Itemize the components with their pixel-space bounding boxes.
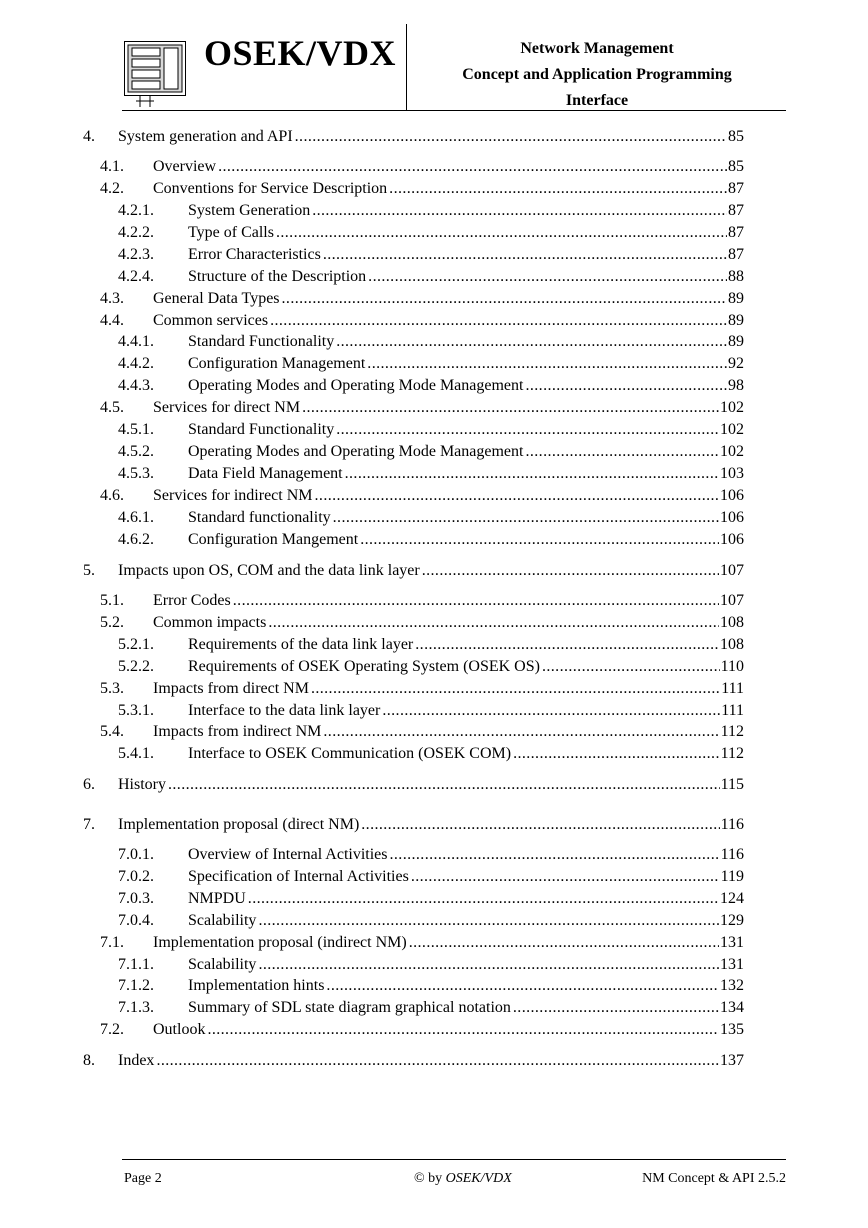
toc-number: 8.: [83, 1052, 95, 1069]
toc-page-number: 124: [720, 890, 744, 907]
toc-dot-leader: [345, 464, 719, 484]
toc-title: Interface to the data link layer: [188, 702, 381, 719]
brand-name: OSEK/VDX: [204, 33, 397, 73]
toc-title: Index: [118, 1052, 155, 1069]
toc-title: Scalability: [188, 912, 257, 929]
toc-page-number: 111: [721, 702, 744, 719]
toc-entry[interactable]: [118, 267, 744, 287]
toc-title: Impacts from direct NM: [153, 680, 309, 697]
toc-dot-leader: [233, 591, 719, 611]
toc-entry[interactable]: [118, 998, 744, 1018]
toc-entry[interactable]: [83, 815, 744, 835]
toc-entry[interactable]: [118, 464, 744, 484]
toc-entry[interactable]: [100, 1020, 744, 1040]
toc-number: 5.2.: [100, 614, 124, 631]
toc-title: Type of Calls: [188, 224, 274, 241]
toc-title: Data Field Management: [188, 465, 343, 482]
toc-title: Impacts upon OS, COM and the data link layer: [118, 562, 420, 579]
toc-entry[interactable]: [100, 933, 744, 953]
toc-title: Common impacts: [153, 614, 267, 631]
toc-dot-leader: [323, 245, 727, 265]
toc-dot-leader: [248, 889, 719, 909]
toc-entry[interactable]: [118, 845, 744, 865]
toc-page-number: 115: [720, 776, 744, 793]
toc-title: Structure of the Description: [188, 268, 367, 285]
toc-page-number: 116: [720, 846, 744, 863]
toc-entry[interactable]: [118, 976, 744, 996]
page-number: Page 2: [124, 1171, 162, 1186]
toc-page-number: 112: [720, 745, 744, 762]
toc-number: 7.1.3.: [118, 999, 154, 1016]
toc-dot-leader: [389, 179, 727, 199]
toc-entry[interactable]: [100, 179, 744, 199]
toc-entry[interactable]: [118, 223, 744, 243]
copyright-prefix: © by: [414, 1171, 443, 1186]
toc-page-number: 119: [720, 868, 744, 885]
toc-title: Services for direct NM: [153, 399, 301, 416]
toc-title: Conventions for Service Description: [153, 180, 388, 197]
toc-entry[interactable]: [100, 311, 744, 331]
toc-dot-leader: [295, 127, 727, 147]
toc-page-number: 107: [720, 592, 744, 609]
toc-number: 4.5.2.: [118, 443, 154, 460]
toc-number: 7.2.: [100, 1021, 124, 1038]
toc-entry[interactable]: [118, 635, 744, 655]
toc-dot-leader: [361, 815, 719, 835]
toc-dot-leader: [258, 955, 719, 975]
toc-title: Operating Modes and Operating Mode Management: [188, 377, 524, 394]
toc-dot-leader: [360, 530, 719, 550]
toc-page-number: 108: [720, 614, 744, 631]
toc-entry[interactable]: [118, 744, 744, 764]
toc-dot-leader: [302, 398, 719, 418]
toc-page-number: 112: [720, 723, 744, 740]
toc-dot-leader: [207, 1020, 719, 1040]
toc-page-number: 110: [720, 658, 744, 675]
toc-title: Configuration Mangement: [188, 531, 359, 548]
toc-entry[interactable]: [118, 245, 744, 265]
toc-number: 7.0.1.: [118, 846, 154, 863]
toc-entry[interactable]: [118, 955, 744, 975]
toc-number: 7.: [83, 816, 95, 833]
toc-page-number: 103: [720, 465, 744, 482]
toc-page-number: 116: [720, 816, 744, 833]
page-footer: [122, 1159, 786, 1199]
toc-entry[interactable]: [118, 442, 744, 462]
toc-dot-leader: [513, 744, 720, 764]
toc-title: Impacts from indirect NM: [153, 723, 322, 740]
toc-entry[interactable]: [118, 889, 744, 909]
document-title-line: Network Management: [520, 40, 674, 57]
toc-title: Specification of Internal Activities: [188, 868, 409, 885]
toc-number: 7.0.4.: [118, 912, 154, 929]
toc-number: 4.2.4.: [118, 268, 154, 285]
toc-title: Standard Functionality: [188, 421, 335, 438]
toc-number: 4.4.: [100, 312, 124, 329]
toc-title: Requirements of the data link layer: [188, 636, 414, 653]
toc-page-number: 88: [728, 268, 744, 285]
toc-number: 5.1.: [100, 592, 124, 609]
toc-dot-leader: [218, 157, 727, 177]
toc-title: System generation and API: [118, 128, 293, 145]
toc-entry[interactable]: [118, 376, 744, 396]
copyright-holder: OSEK/VDX: [445, 1171, 512, 1186]
toc-number: 5.3.: [100, 680, 124, 697]
toc-number: 4.2.2.: [118, 224, 154, 241]
toc-page-number: 102: [720, 421, 744, 438]
toc-dot-leader: [312, 201, 727, 221]
toc-entry[interactable]: [118, 701, 744, 721]
toc-dot-leader: [367, 354, 727, 374]
toc-dot-leader: [333, 508, 719, 528]
toc-page-number: 134: [720, 999, 744, 1016]
copyright: [414, 1170, 512, 1188]
toc-page-number: 98: [728, 377, 744, 394]
toc-page-number: 107: [720, 562, 744, 579]
toc-number: 4.2.: [100, 180, 124, 197]
header-divider: [406, 24, 407, 111]
toc-dot-leader: [525, 376, 727, 396]
toc-dot-leader: [282, 289, 727, 309]
toc-title: Configuration Management: [188, 355, 366, 372]
toc-entry[interactable]: [118, 867, 744, 887]
toc-number: 4.4.3.: [118, 377, 154, 394]
toc-dot-leader: [156, 1051, 719, 1071]
toc-dot-leader: [382, 701, 720, 721]
toc-number: 5.2.1.: [118, 636, 154, 653]
toc-number: 4.3.: [100, 290, 124, 307]
toc-page-number: 131: [720, 934, 744, 951]
toc-title: Scalability: [188, 956, 257, 973]
toc-entry[interactable]: [118, 911, 744, 931]
toc-entry[interactable]: [118, 508, 744, 528]
toc-page-number: 87: [728, 224, 744, 241]
toc-page-number: 102: [720, 443, 744, 460]
toc-title: Overview of Internal Activities: [188, 846, 388, 863]
document-title-line: Concept and Application Programming: [462, 66, 732, 83]
toc-number: 4.4.2.: [118, 355, 154, 372]
toc-dot-leader: [323, 722, 719, 742]
toc-page-number: 87: [728, 246, 744, 263]
toc-entry[interactable]: [100, 289, 744, 309]
toc-page-number: 106: [720, 509, 744, 526]
toc-number: 5.4.1.: [118, 745, 154, 762]
toc-entry[interactable]: [118, 420, 744, 440]
toc-page-number: 111: [721, 680, 744, 697]
toc-entry[interactable]: [83, 1051, 744, 1071]
toc-page-number: 106: [720, 531, 744, 548]
header-rule: [122, 110, 786, 111]
toc-number: 4.5.: [100, 399, 124, 416]
page-header: [122, 24, 786, 111]
toc-number: 6.: [83, 776, 95, 793]
toc-title: Interface to OSEK Communication (OSEK COM): [188, 745, 512, 762]
toc-number: 4.2.3.: [118, 246, 154, 263]
toc-title: Overview: [153, 158, 217, 175]
toc-title: Implementation proposal (indirect NM): [153, 934, 407, 951]
toc-number: 4.4.1.: [118, 333, 154, 350]
toc-number: 7.1.1.: [118, 956, 154, 973]
toc-page-number: 85: [728, 128, 744, 145]
toc-title: Operating Modes and Operating Mode Management: [188, 443, 524, 460]
toc-title: Outlook: [153, 1021, 206, 1038]
document-id: NM Concept & API 2.5.2: [642, 1171, 786, 1186]
toc-title: Implementation hints: [188, 977, 325, 994]
toc-number: 7.1.2.: [118, 977, 154, 994]
document-title-line: Interface: [565, 92, 629, 109]
toc-entry[interactable]: [118, 657, 744, 677]
toc-title: Standard Functionality: [188, 333, 335, 350]
osek-logo-icon: [124, 41, 186, 107]
toc-number: 5.: [83, 562, 95, 579]
toc-entry[interactable]: [100, 591, 744, 611]
toc-dot-leader: [542, 657, 720, 677]
toc-entry[interactable]: [118, 530, 744, 550]
document-title: [412, 36, 782, 114]
toc-entry[interactable]: [83, 775, 744, 795]
toc-title: General Data Types: [153, 290, 280, 307]
toc-dot-leader: [270, 311, 727, 331]
toc-number: 4.1.: [100, 158, 124, 175]
toc-dot-leader: [311, 679, 720, 699]
toc-page-number: 89: [728, 290, 744, 307]
toc-page-number: 132: [720, 977, 744, 994]
toc-title: Error Characteristics: [188, 246, 321, 263]
toc-title: Error Codes: [153, 592, 231, 609]
toc-page-number: 85: [728, 158, 744, 175]
toc-entry[interactable]: [100, 613, 744, 633]
toc-title: Services for indirect NM: [153, 487, 313, 504]
toc-number: 5.4.: [100, 723, 124, 740]
toc-title: System Generation: [188, 202, 311, 219]
toc-page-number: 131: [720, 956, 744, 973]
toc-entry[interactable]: [100, 398, 744, 418]
toc-dot-leader: [415, 635, 719, 655]
toc-number: 4.5.1.: [118, 421, 154, 438]
toc-number: 4.5.3.: [118, 465, 154, 482]
toc-entry[interactable]: [83, 127, 744, 147]
toc-title: Standard functionality: [188, 509, 331, 526]
toc-number: 4.: [83, 128, 95, 145]
toc-entry[interactable]: [83, 561, 744, 581]
toc-page-number: 87: [728, 202, 744, 219]
toc-dot-leader: [315, 486, 719, 506]
toc-dot-leader: [409, 933, 719, 953]
toc-dot-leader: [513, 998, 719, 1018]
toc-entry[interactable]: [118, 354, 744, 374]
toc-number: 7.0.3.: [118, 890, 154, 907]
toc-number: 4.2.1.: [118, 202, 154, 219]
toc-number: 7.0.2.: [118, 868, 154, 885]
toc-dot-leader: [276, 223, 727, 243]
toc-dot-leader: [268, 613, 719, 633]
toc-number: 4.6.1.: [118, 509, 154, 526]
toc-dot-leader: [336, 332, 727, 352]
toc-page-number: 87: [728, 180, 744, 197]
toc-entry[interactable]: [118, 201, 744, 221]
toc-entry[interactable]: [100, 722, 744, 742]
toc-number: 5.2.2.: [118, 658, 154, 675]
toc-page-number: 89: [728, 312, 744, 329]
toc-dot-leader: [390, 845, 720, 865]
toc-dot-leader: [525, 442, 719, 462]
toc-dot-leader: [411, 867, 720, 887]
toc-entry[interactable]: [100, 157, 744, 177]
toc-page-number: 137: [720, 1052, 744, 1069]
toc-entry[interactable]: [118, 332, 744, 352]
toc-dot-leader: [422, 561, 719, 581]
toc-number: 4.6.2.: [118, 531, 154, 548]
footer-rule: [122, 1159, 786, 1160]
toc-title: Implementation proposal (direct NM): [118, 816, 360, 833]
toc-title: Requirements of OSEK Operating System (OSEK OS): [188, 658, 540, 675]
toc-dot-leader: [336, 420, 719, 440]
toc-dot-leader: [168, 775, 720, 795]
toc-title: Common services: [153, 312, 269, 329]
toc-page-number: 106: [720, 487, 744, 504]
toc-entry[interactable]: [100, 679, 744, 699]
toc-title: Summary of SDL state diagram graphical notation: [188, 999, 511, 1016]
toc-dot-leader: [258, 911, 719, 931]
toc-page-number: 129: [720, 912, 744, 929]
toc-page-number: 92: [728, 355, 744, 372]
toc-number: 4.6.: [100, 487, 124, 504]
toc-page-number: 89: [728, 333, 744, 350]
toc-title: NMPDU: [188, 890, 246, 907]
toc-title: History: [118, 776, 166, 793]
toc-page-number: 135: [720, 1021, 744, 1038]
toc-entry[interactable]: [100, 486, 744, 506]
toc-page-number: 108: [720, 636, 744, 653]
toc-number: 7.1.: [100, 934, 124, 951]
toc-dot-leader: [368, 267, 727, 287]
toc-page-number: 102: [720, 399, 744, 416]
toc-number: 5.3.1.: [118, 702, 154, 719]
toc-dot-leader: [326, 976, 719, 996]
